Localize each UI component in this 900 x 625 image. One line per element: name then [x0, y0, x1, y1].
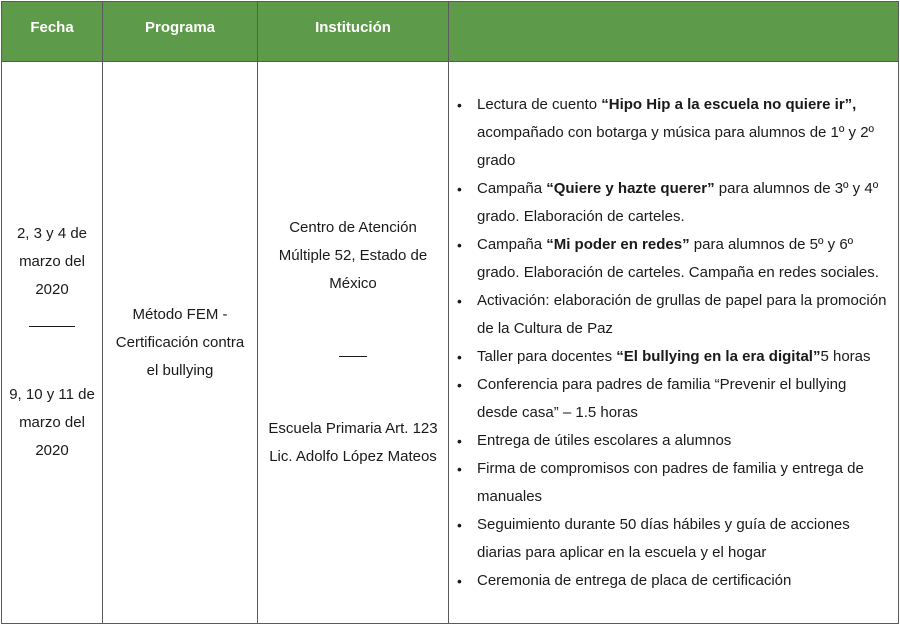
- action-text-pre: Activación: elaboración de grullas de papel para la promoción de la Cultura de Paz: [477, 291, 887, 337]
- list-item: [457, 91, 888, 175]
- institution-separator: [339, 356, 367, 357]
- bullet-icon: •: [457, 432, 462, 449]
- list-item: [457, 427, 888, 455]
- list-item: [457, 511, 888, 567]
- fecha-first: 2, 3 y 4 de marzo del 2020: [16, 225, 88, 298]
- bullet-icon: •: [457, 376, 462, 393]
- date-separator: [29, 326, 75, 327]
- bullet-icon: •: [457, 292, 462, 309]
- cell-fecha: [2, 62, 103, 624]
- table-row: [2, 62, 899, 624]
- action-text-post: para alumnos de 5º y 6º grado. Elaboración de carteles. Campaña en redes sociales.: [477, 235, 879, 281]
- cell-programa: [103, 62, 258, 624]
- action-text-post: acompañado con botarga y música para alumnos de 1º y 2º grado: [477, 123, 875, 169]
- list-item: [457, 371, 888, 427]
- cell-institucion: [258, 62, 449, 624]
- list-item: [457, 287, 888, 343]
- programa-text: Método FEM - Certificación contra el bullying: [115, 305, 245, 379]
- list-item: [457, 231, 888, 287]
- institucion-second: Escuela Primaria Art. 123 Lic. Adolfo López Mateos: [268, 420, 438, 465]
- list-item: [457, 455, 888, 511]
- bullet-icon: •: [457, 96, 462, 113]
- action-text-bold: “Mi poder en redes”: [546, 235, 690, 253]
- header-acciones: [449, 2, 899, 62]
- header-row: [2, 2, 899, 62]
- list-item: [457, 175, 888, 231]
- institucion-first: Centro de Atención Múltiple 52, Estado de México: [278, 219, 428, 292]
- action-text-pre: Conferencia para padres de familia “Prevenir el bullying desde casa” – 1.5 horas: [477, 375, 847, 421]
- bullet-icon: •: [457, 460, 462, 477]
- header-institucion: Institución: [258, 2, 449, 62]
- action-text-pre: Lectura de cuento: [477, 95, 602, 113]
- action-text-pre: Campaña: [477, 235, 547, 253]
- action-text-bold: “Quiere y hazte querer”: [546, 179, 715, 197]
- cell-acciones: [449, 62, 899, 624]
- program-table: [1, 1, 899, 624]
- list-item: [457, 343, 888, 371]
- fecha-second: 9, 10 y 11 de marzo del 2020: [9, 386, 95, 459]
- action-text-post: 5 horas: [820, 347, 871, 365]
- action-text-pre: Seguimiento durante 50 días hábiles y guía de acciones diarias para aplicar en la escuela y el hogar: [477, 515, 850, 561]
- bullet-icon: •: [457, 348, 462, 365]
- action-text-bold: “El bullying en la era digital”: [616, 347, 821, 365]
- bullet-icon: •: [457, 180, 462, 197]
- list-item: [457, 567, 888, 595]
- actions-list: [449, 91, 888, 595]
- action-text-pre: Ceremonia de entrega de placa de certificación: [477, 571, 792, 589]
- bullet-icon: •: [457, 236, 462, 253]
- header-programa: Programa: [103, 2, 258, 62]
- header-fecha: Fecha: [2, 2, 103, 62]
- action-text-pre: Taller para docentes: [477, 347, 617, 365]
- action-text-pre: Firma de compromisos con padres de familia y entrega de manuales: [477, 459, 864, 505]
- action-text-pre: Entrega de útiles escolares a alumnos: [477, 431, 732, 449]
- action-text-post: para alumnos de 3º y 4º grado. Elaboración de carteles.: [477, 179, 879, 225]
- bullet-icon: •: [457, 572, 462, 589]
- bullet-icon: •: [457, 516, 462, 533]
- action-text-pre: Campaña: [477, 179, 547, 197]
- action-text-bold: “Hipo Hip a la escuela no quiere ir”,: [601, 95, 857, 113]
